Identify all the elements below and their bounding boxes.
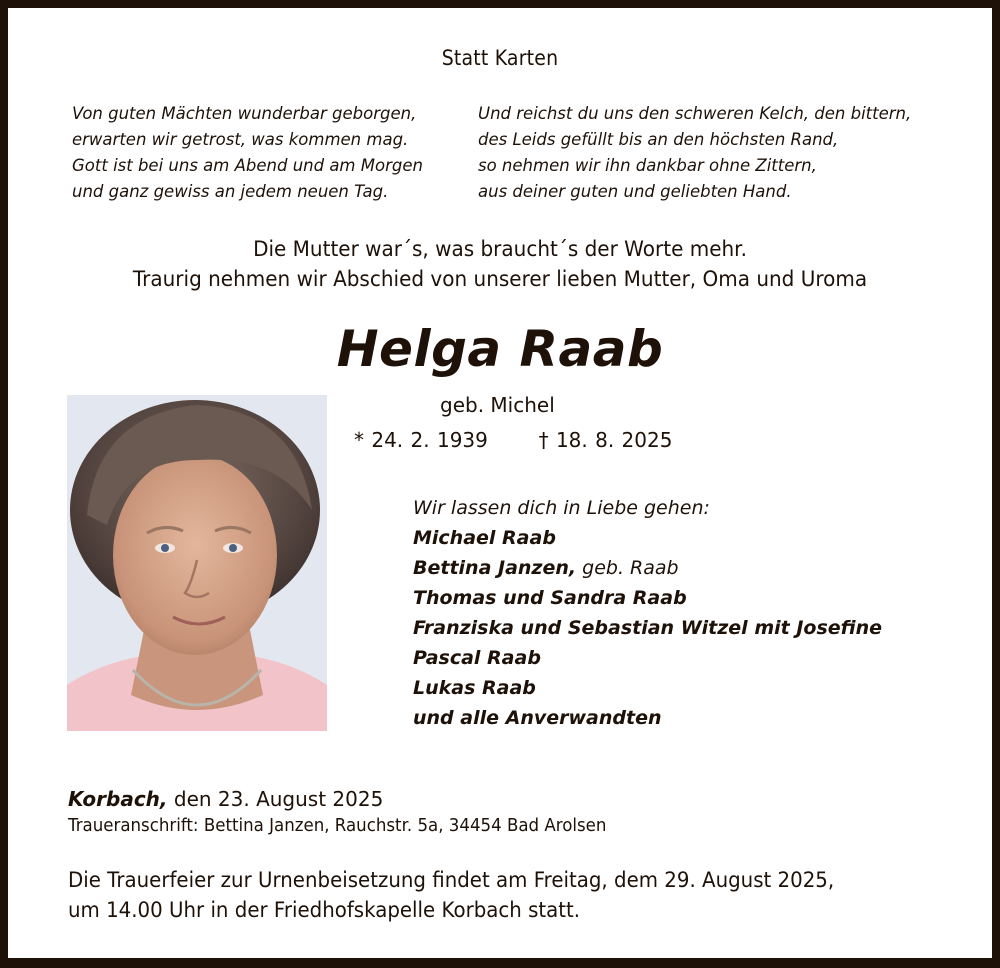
service-line: Die Trauerfeier zur Urnenbeisetzung findet am Freitag, dem 29. August 2025, — [68, 868, 835, 893]
poem-line: aus deiner guten und geliebten Hand. — [478, 182, 792, 201]
service-line: um 14.00 Uhr in der Friedhofskapelle Korbach statt. — [68, 898, 581, 923]
portrait-image — [67, 395, 327, 731]
obituary-notice — [8, 8, 992, 958]
place-city: Korbach, — [68, 787, 168, 811]
portrait-photo — [67, 395, 327, 731]
family-member: Pascal Raab — [413, 647, 541, 669]
family-member: Bettina Janzen, geb. Raab — [413, 557, 679, 579]
place-date — [68, 784, 383, 814]
deceased-name: Helga Raab — [336, 320, 664, 378]
poem-line: erwarten wir getrost, was kommen mag. — [72, 130, 409, 149]
poem-line: Und reichst du uns den schweren Kelch, den bittern, — [478, 104, 912, 123]
poem-line: Gott ist bei uns am Abend und am Morgen — [72, 156, 423, 175]
poem-line: so nehmen wir ihn dankbar ohne Zittern, — [478, 156, 817, 175]
intro-line: Die Mutter war´s, was braucht´s der Worte mehr. — [253, 237, 747, 262]
life-dates — [354, 428, 672, 452]
death-date: 18. 8. 2025 — [555, 428, 673, 452]
intro-line: Traurig nehmen wir Abschied von unserer lieben Mutter, Oma und Uroma — [132, 267, 868, 292]
poem-line: und ganz gewiss an jedem neuen Tag. — [72, 182, 389, 201]
family-member: Franziska und Sebastian Witzel mit Josefine — [413, 617, 883, 639]
death-cross-icon: † — [538, 428, 549, 452]
intro-text — [42, 235, 957, 295]
poem-line: Von guten Mächten wunderbar geborgen, — [72, 104, 417, 123]
maiden-name: geb. Michel — [440, 393, 555, 417]
birth-star-icon: * — [354, 428, 364, 452]
poem-line: des Leids gefüllt bis an den höchsten Rand, — [478, 130, 839, 149]
notice-date: den 23. August 2025 — [167, 787, 384, 811]
family-list — [413, 493, 882, 733]
family-member: Michael Raab — [413, 527, 556, 549]
header-title: Statt Karten — [441, 46, 559, 70]
family-member: Thomas und Sandra Raab — [413, 587, 687, 609]
poem-right-stanza — [478, 101, 911, 205]
mourning-address: Traueranschrift: Bettina Janzen, Rauchstr. 5a, 34454 Bad Arolsen — [68, 816, 607, 836]
family-member: und alle Anverwandten — [413, 707, 662, 729]
family-lead: Wir lassen dich in Liebe gehen: — [413, 497, 710, 519]
poem-left-stanza — [72, 101, 423, 205]
birth-date: 24. 2. 1939 — [371, 428, 488, 452]
family-member: Lukas Raab — [413, 677, 536, 699]
service-info — [68, 866, 834, 926]
